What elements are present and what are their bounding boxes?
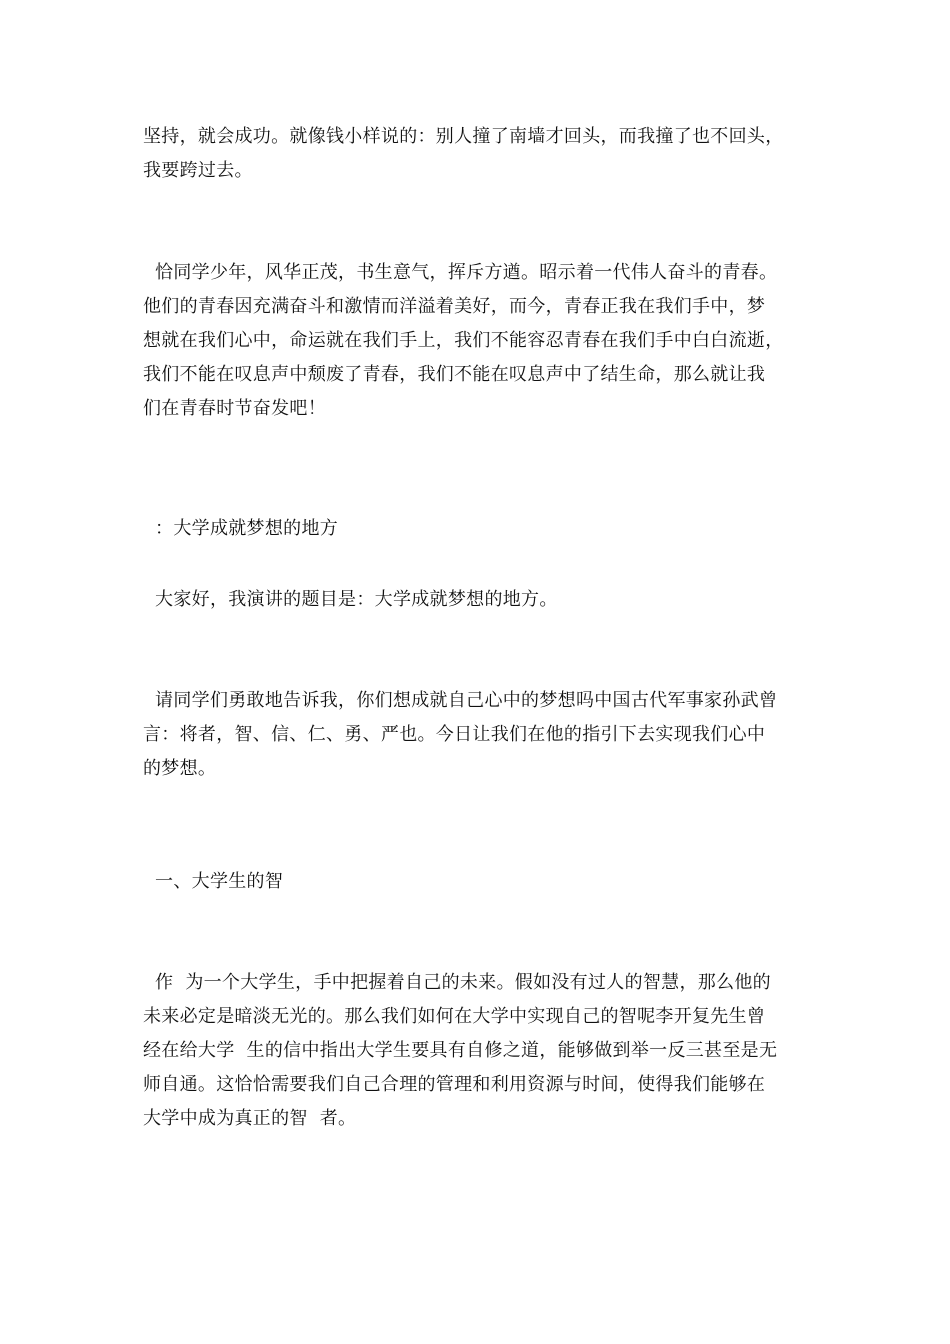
text-line: 未来必定是暗淡无光的。那么我们如何在大学中实现自己的智呢李开复先生曾 [143,1006,766,1027]
text-line: 言：将者，智、信、仁、勇、严也。今日让我们在他的指引下去实现我们心中 [143,724,766,745]
section-heading-wisdom [143,865,808,899]
text-line: 请同学们勇敢地告诉我，你们想成就自己心中的梦想吗中国古代军事家孙武曾 [143,690,778,711]
paragraph-sunwu-quote [143,684,808,786]
paragraph-youth [143,256,808,426]
text-line: 师自通。这恰恰需要我们自己合理的管理和利用资源与时间，使得我们能够在 [143,1074,766,1095]
text-line: 坚持，就会成功。就像钱小样说的：别人撞了南墙才回头，而我撞了也不回头， [143,126,784,147]
text-line: 经在给大学 生的信中指出大学生要具有自修之道，能够做到举一反三甚至是无 [143,1040,778,1061]
text-line: 他们的青春因充满奋斗和激情而洋溢着美好，而今，青春正我在我们手中，梦 [143,296,766,317]
text-line: 一、大学生的智 [143,871,284,892]
text-line: 我要跨过去。 [143,160,253,181]
text-line: 恰同学少年，风华正茂，书生意气，挥斥方遒。昭示着一代伟人奋斗的青春。 [143,262,778,283]
paragraph-perseverance [143,120,808,188]
text-line: 我们不能在叹息声中颓废了青春，我们不能在叹息声中了结生命，那么就让我 [143,364,766,385]
text-line: 的梦想。 [143,758,217,779]
paragraph-greeting [143,583,808,617]
text-line: 作 为一个大学生，手中把握着自己的未来。假如没有过人的智慧，那么他的 [143,972,771,993]
paragraph-wisdom [143,966,808,1136]
text-line: ：大学成就梦想的地方 [143,518,339,539]
section-title-university-dream [143,512,808,546]
text-line: 大学中成为真正的智 者。 [143,1108,357,1129]
text-line: 想就在我们心中，命运就在我们手上，我们不能容忍青春在我们手中白白流逝， [143,330,784,351]
text-line: 们在青春时节奋发吧！ [143,398,326,419]
text-line: 大家好，我演讲的题目是：大学成就梦想的地方。 [143,589,558,610]
